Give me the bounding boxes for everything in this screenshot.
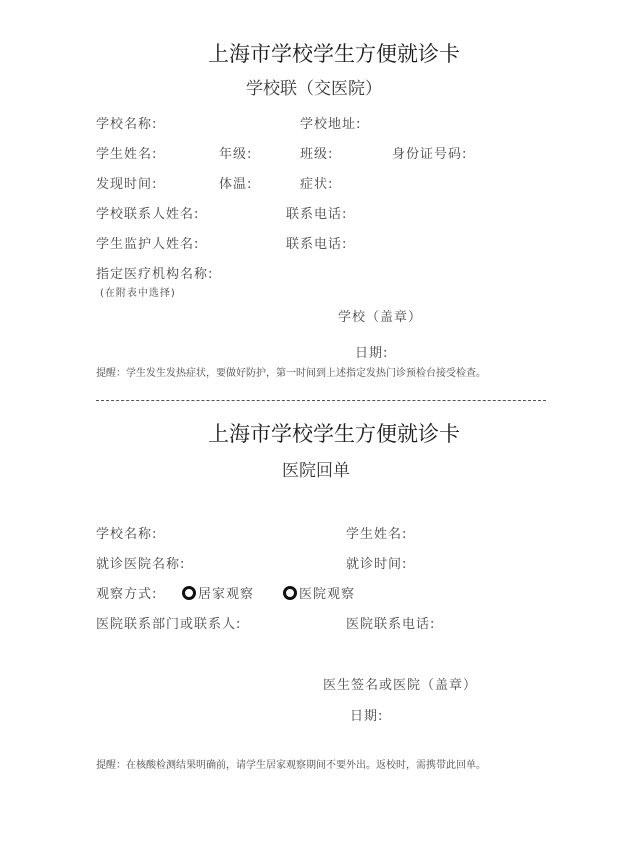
- student-name-label: 学生姓名:: [96, 147, 158, 162]
- hospital-school-name-label: 学校名称:: [96, 527, 158, 542]
- hospital-card-title: 上海市学校学生方便就诊卡: [208, 422, 460, 446]
- option-hospital-observation[interactable]: [283, 583, 355, 602]
- school-reminder: 提醒：学生发生发热症状，要做好防护，第一时间到上述指定发热门诊预检台接受检查。: [96, 368, 486, 379]
- school-contact-label: 学校联系人姓名:: [96, 207, 200, 222]
- hospital-contact-label: 医院联系部门或联系人:: [96, 617, 242, 632]
- hospital-reminder: 提醒：在核酸检测结果明确前，请学生居家观察期间不要外出。返校时，需携带此回单。: [96, 760, 486, 771]
- school-address-label: 学校地址:: [300, 117, 362, 132]
- school-seal-label: 学校（盖章）: [338, 310, 423, 325]
- school-date-label: 日期:: [355, 346, 389, 361]
- school-name-label: 学校名称:: [96, 117, 158, 132]
- grade-label: 年级:: [219, 147, 253, 162]
- temperature-label: 体温:: [219, 177, 253, 192]
- doctor-signature-label: 医生签名或医院（盖章）: [323, 678, 478, 693]
- observation-method-label: 观察方式:: [96, 587, 158, 602]
- hospital-student-name-label: 学生姓名:: [346, 527, 408, 542]
- guardian-phone-label: 联系电话:: [286, 237, 348, 252]
- hospital-date-label: 日期:: [350, 709, 384, 724]
- symptoms-label: 症状:: [300, 177, 334, 192]
- school-card-title: 上海市学校学生方便就诊卡: [208, 42, 460, 66]
- visit-time-label: 就诊时间:: [346, 557, 408, 572]
- school-card-subtitle: 学校联（交医院）: [246, 79, 382, 99]
- cut-line-divider: [96, 400, 546, 401]
- school-contact-phone-label: 联系电话:: [286, 207, 348, 222]
- hospital-card-subtitle: 医院回单: [282, 461, 350, 481]
- option-home-label: 居家观察: [198, 587, 255, 602]
- radio-circle-icon[interactable]: [182, 586, 196, 600]
- found-time-label: 发现时间:: [96, 177, 158, 192]
- id-number-label: 身份证号码:: [392, 147, 468, 162]
- class-label: 班级:: [300, 147, 334, 162]
- guardian-name-label: 学生监护人姓名:: [96, 237, 200, 252]
- select-hint: (在附表中选择): [100, 288, 176, 299]
- designated-institution-label: 指定医疗机构名称:: [96, 267, 214, 282]
- hospital-phone-label: 医院联系电话:: [346, 617, 436, 632]
- option-home-observation[interactable]: [182, 583, 254, 602]
- option-hospital-label: 医院观察: [299, 587, 356, 602]
- hospital-name-label: 就诊医院名称:: [96, 557, 186, 572]
- radio-circle-icon[interactable]: [283, 586, 297, 600]
